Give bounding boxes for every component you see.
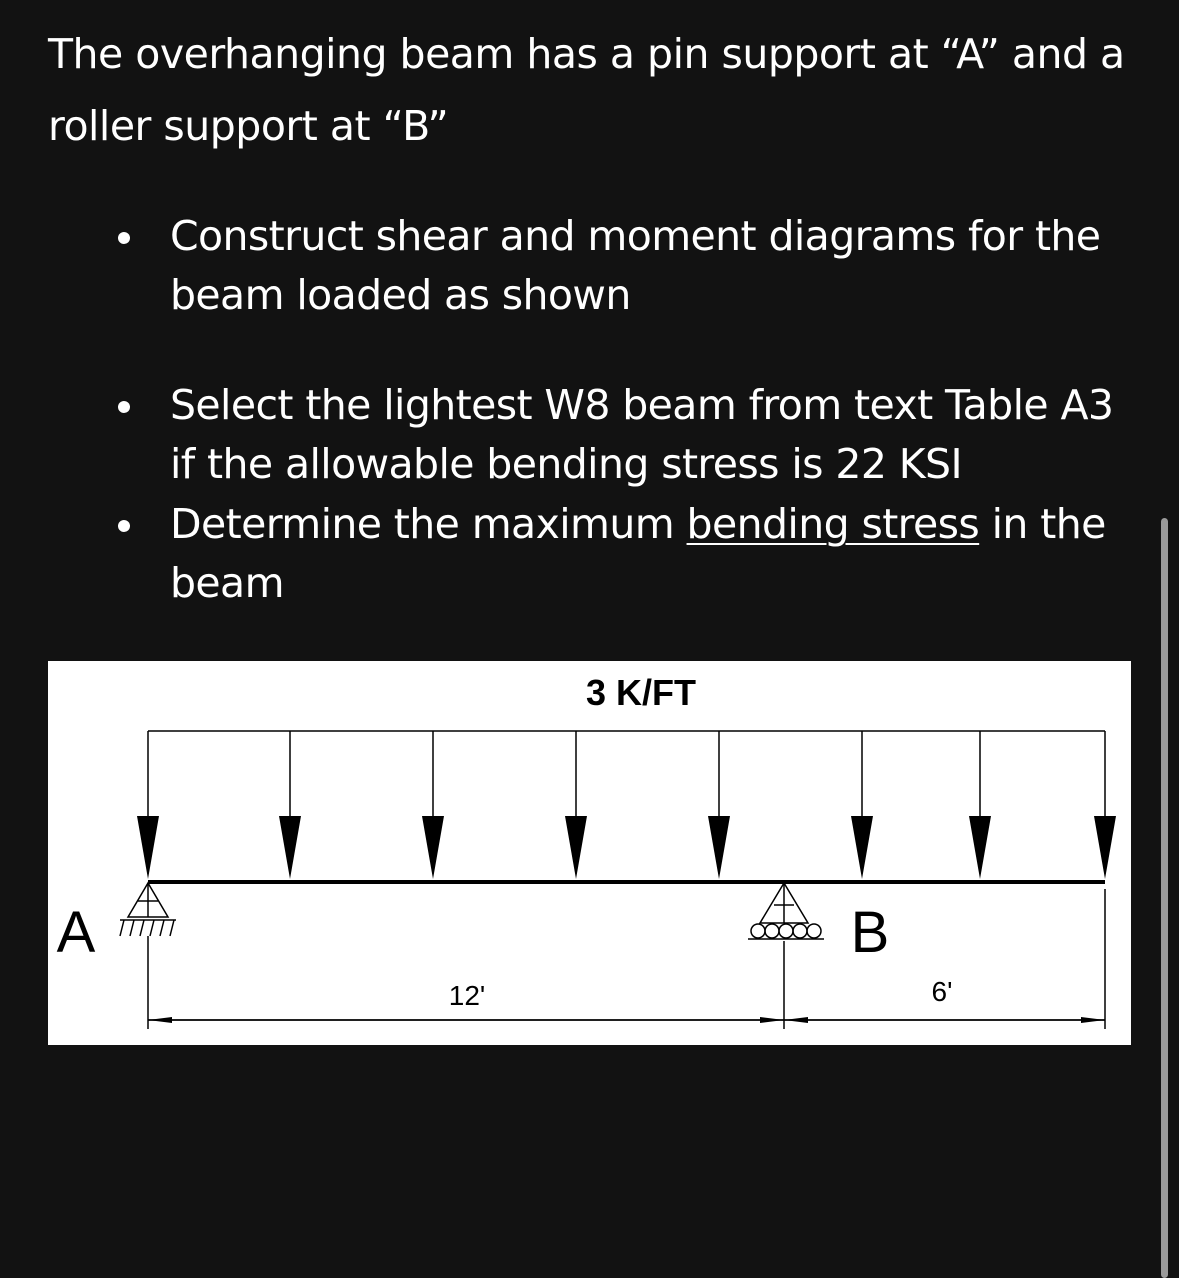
task-text — [170, 495, 1140, 613]
underlined-term: bending stress — [686, 500, 980, 548]
problem-intro: The overhanging beam has a pin support at “A” and a roller support at “B” — [48, 30, 1125, 150]
load-arrow — [851, 731, 873, 879]
task-text: Select the lightest W8 beam from text Table A3 if the allowable bending stress is 22 KSI — [170, 381, 1114, 488]
load-arrow — [137, 731, 159, 879]
span-dimension-label: 12' — [448, 980, 486, 1011]
dimension-extension-lines — [148, 889, 1105, 1029]
load-arrow — [708, 731, 730, 879]
beam-diagram-svg — [48, 661, 1131, 1045]
support-a-label: A — [56, 900, 96, 965]
bullet-dot — [118, 232, 130, 244]
load-label: 3 K/FT — [585, 672, 697, 713]
beam-diagram — [48, 661, 1131, 1045]
load-arrow — [1094, 731, 1116, 879]
load-arrows — [137, 731, 1116, 879]
roller-support-b — [748, 883, 824, 939]
load-arrow — [969, 731, 991, 879]
task-text: Construct shear and moment diagrams for the beam loaded as shown — [170, 212, 1101, 319]
task-text-end: in the beam — [170, 500, 1106, 607]
bullet-dot — [118, 520, 130, 532]
task-text-start: Determine the maximum — [170, 500, 687, 548]
load-arrow — [422, 731, 444, 879]
overhang-dimension-label: 6' — [931, 976, 953, 1007]
bullet-dot — [118, 401, 130, 413]
pin-support-a — [120, 883, 176, 936]
scrollbar[interactable] — [1161, 518, 1168, 1278]
load-arrow — [565, 731, 587, 879]
load-arrow — [279, 731, 301, 879]
support-b-label: B — [850, 900, 890, 965]
